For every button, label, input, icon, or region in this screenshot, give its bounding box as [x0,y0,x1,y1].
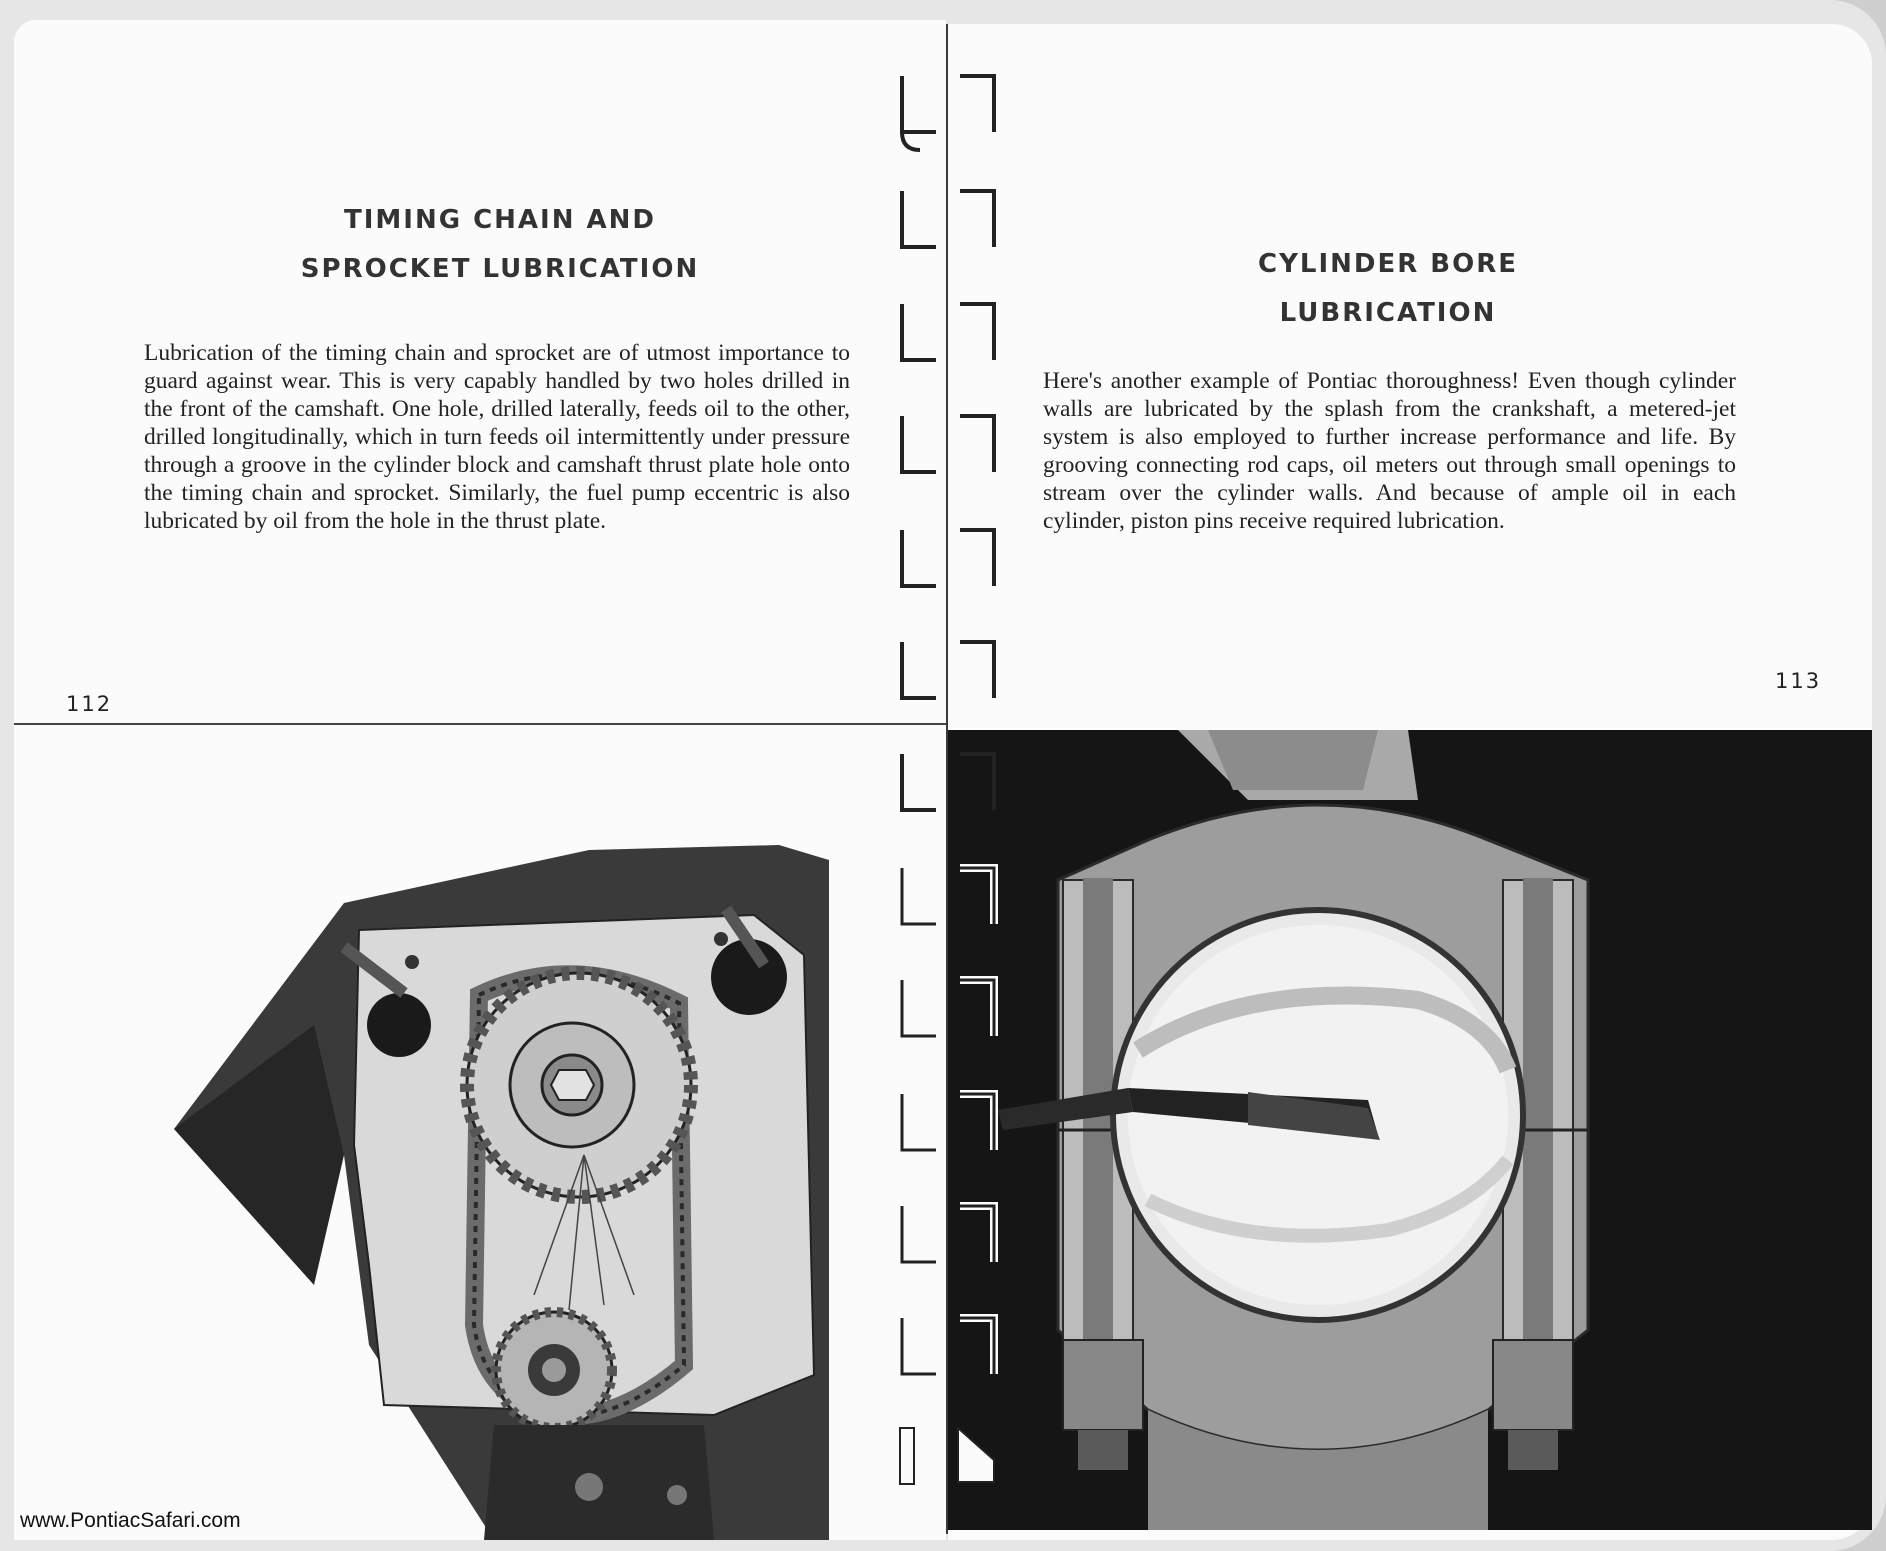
right-heading-line1: CYLINDER BORE [1257,249,1519,279]
site-watermark: www.PontiacSafari.com [20,1509,241,1532]
binding-coil [896,748,1000,834]
binding-coil [896,1088,1000,1174]
binding-coil [896,636,1000,722]
binding-coil [896,974,1000,1060]
right-body-text: Here's another example of Pontiac thoroughness! Even though cylinder walls are lubricated by the splash from the crankshaft, a metered-jet system is also employed to further increase performance and life. By grooving connecting rod caps, oil meters out through small openings to stream over the cylinder walls. And because of ample oil in each cylinder, piston pins receive required lubrication. [1043,368,1736,534]
left-heading-line2: SPROCKET LUBRICATION [300,254,700,284]
left-page-number: 112 [66,692,113,716]
left-heading-line1: TIMING CHAIN AND [343,205,657,235]
binding-coil [896,70,1000,156]
right-heading-line2: LUBRICATION [1279,298,1497,328]
binding-coil [896,862,1000,948]
left-heading [250,196,750,294]
binding-coil [896,410,1000,496]
timing-chain-illustration [14,725,946,1540]
right-page-number: 113 [1775,669,1822,693]
right-heading [1138,240,1638,338]
left-body-text: Lubrication of the timing chain and sprocket are of utmost importance to guard against wear. This is very capably handled by two holes drilled in the front of the camshaft. One hole, drilled laterally, feeds oil to the other, drilled longitudinally, which in turn feeds oil intermittently under pressure through a groove in the cylinder block and camshaft thrust plate hole onto the timing chain and sprocket. Similarly, the fuel pump eccentric is also lubricated by oil from the hole in the thrust plate. [144,340,850,534]
binding-coil [896,298,1000,384]
binding-coil [896,185,1000,271]
binding-coil [896,1420,1000,1506]
binding-coil [896,524,1000,610]
cylinder-bore-illustration [948,730,1872,1530]
binding-coil [896,1312,1000,1398]
binding-coil [896,1200,1000,1286]
